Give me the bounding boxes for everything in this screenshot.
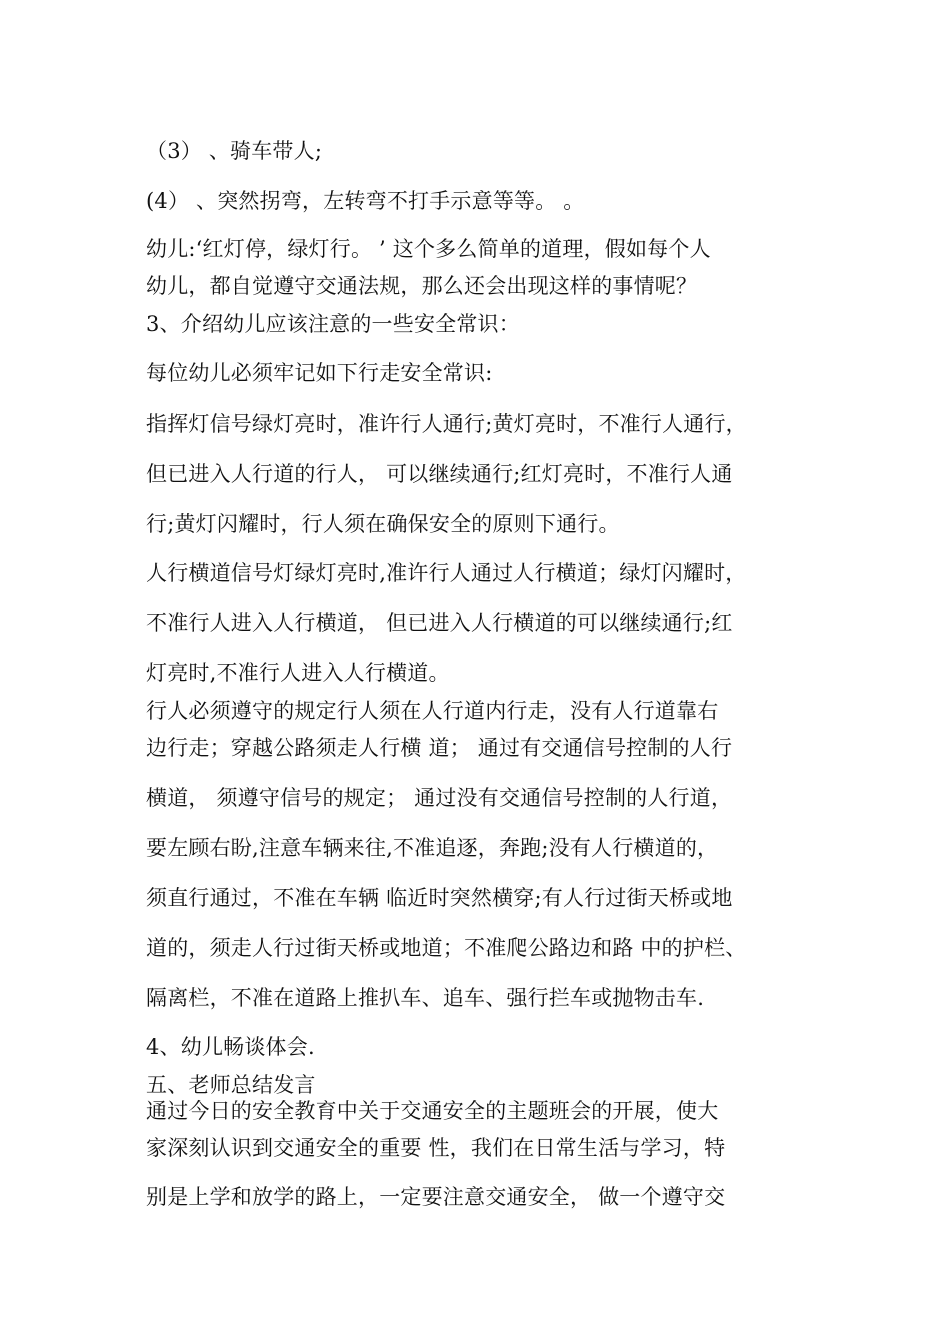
text-line: 须直行通过，不准在车辆 临近时突然横穿;有人行过街天桥或地	[146, 886, 733, 910]
text-line: 横道， 须遵守信号的规定； 通过没有交通信号控制的人行道，	[146, 786, 733, 810]
text-line: 隔离栏，不准在道路上推扒车、追车、强行拦车或抛物击车.	[146, 986, 705, 1010]
text-line: 别是上学和放学的路上，一定要注意交通安全， 做一个遵守交	[146, 1185, 726, 1209]
text-line: 家深刻认识到交通安全的重要 性，我们在日常生活与学习，特	[146, 1136, 726, 1160]
text-line: 幼儿，都自觉遵守交通法规，那么还会出现这样的事情呢？	[146, 274, 698, 298]
text-line: 人行横道信号灯绿灯亮时,准许行人通过人行横道；绿灯闪耀时，	[146, 561, 747, 585]
text-line: 要左顾右盼,注意车辆来往,不准追逐，奔跑;没有人行横道的，	[146, 836, 719, 860]
text-line: 不准行人进入人行横道， 但已进入人行横道的可以继续通行;红	[146, 611, 733, 635]
text-line: 每位幼儿必须牢记如下行走安全常识:	[146, 361, 493, 385]
text-line: 行;黄灯闪耀时，行人须在确保安全的原则下通行。	[146, 512, 620, 536]
section-heading: 3、介绍幼儿应该注意的一些安全常识：	[146, 312, 520, 336]
text-line: 但已进入人行道的行人， 可以继续通行;红灯亮时，不准行人通	[146, 462, 733, 486]
text-line: 行人必须遵守的规定行人须在人行道内行走，没有人行道靠右	[146, 699, 719, 723]
text-line: 灯亮时,不准行人进入人行横道。	[146, 661, 450, 685]
text-line: （3） 、骑车带人;	[146, 139, 323, 163]
section-heading: 五、老师总结发言	[146, 1073, 316, 1097]
text-line: 幼儿:‘红灯停，绿灯行。 ’ 这个多么简单的道理，假如每个人	[146, 237, 711, 261]
section-heading: 4、幼儿畅谈体会.	[146, 1035, 315, 1059]
text-line: (4） 、突然拐弯，左转弯不打手示意等等。 。	[146, 189, 585, 213]
text-line: 边行走；穿越公路须走人行横 道； 通过有交通信号控制的人行	[146, 736, 733, 760]
text-line: 通过今日的安全教育中关于交通安全的主题班会的开展，使大	[146, 1099, 719, 1123]
text-line: 道的，须走人行过街天桥或地道；不准爬公路边和路 中的护栏、	[146, 936, 747, 960]
text-line: 指挥灯信号绿灯亮时，准许行人通行;黄灯亮时，不准行人通行，	[146, 412, 747, 436]
